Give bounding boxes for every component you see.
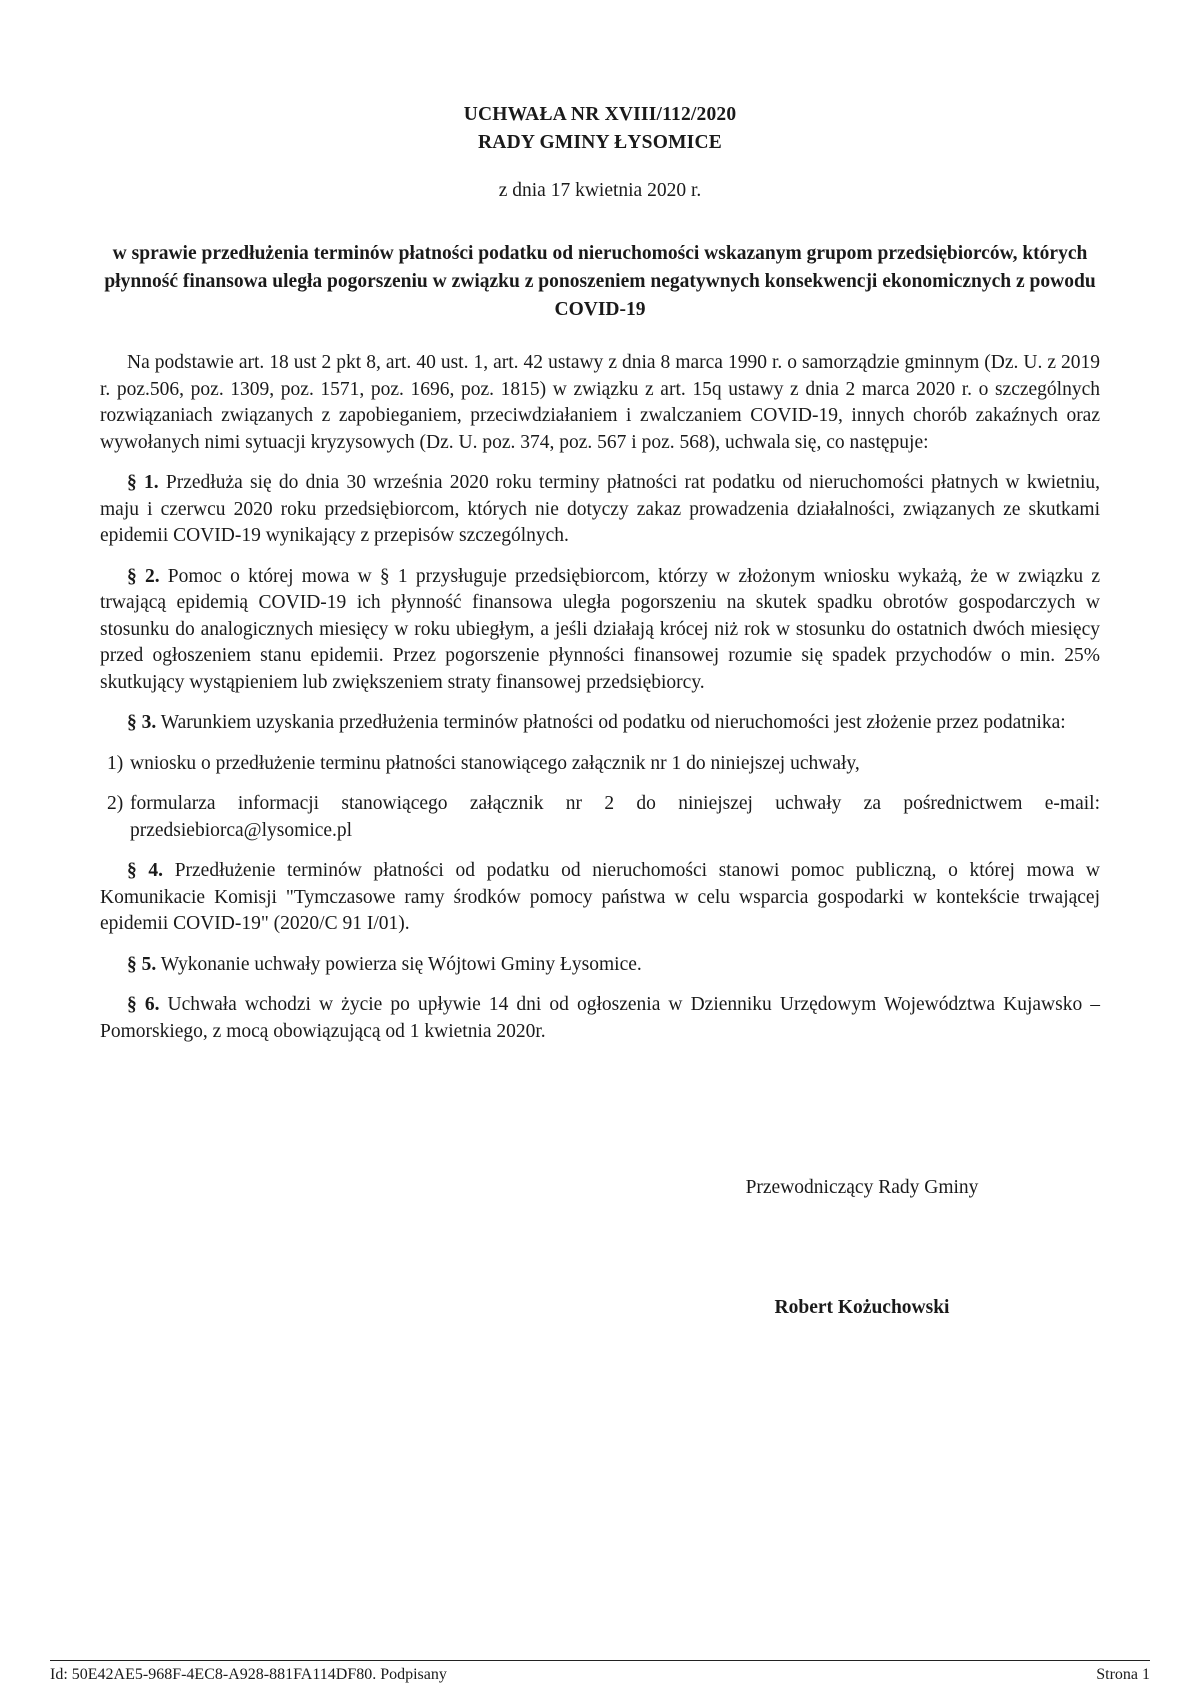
resolution-subject: w sprawie przedłużenia terminów płatności podatku od nieruchomości wskazanym grupom przedsiębiorców, których płynność finansowa uległa pogorszeniu w związku z ponoszeniem negatywnych konsekwencji ekonomicznych z powodu COVID-19 bbox=[104, 243, 1096, 320]
list-item bbox=[100, 751, 1100, 778]
preamble: Na podstawie art. 18 ust 2 pkt 8, art. 40 ust. 1, art. 42 ustawy z dnia 8 marca 1990 r. o samorządzie gminnym (Dz. U. z 2019 r. poz.506, poz. 1309, poz. 1571, poz. 1696, poz. 1815) w związku z art. 15q ustawy z dnia 2 marca 2020 r. o szczególnych rozwiązaniach związanych z zapobieganiem, przeciwdziałaniem i zwalczaniem COVID-19, innych chorób zakaźnych oraz wywołanych nimi sytuacji kryzysowych (Dz. U. poz. 374, poz. 567 i poz. 568), uchwala się, co następuje: bbox=[100, 352, 1100, 453]
list-text: wniosku o przedłużenie terminu płatności stanowiącego załącznik nr 1 do niniejszej uchwały, bbox=[130, 752, 860, 774]
resolution-body bbox=[100, 350, 1100, 1059]
section-mark: § 4. bbox=[127, 860, 164, 881]
list-item bbox=[100, 791, 1100, 844]
resolution-date: z dnia 17 kwietnia 2020 r. bbox=[498, 180, 702, 201]
document-id: Id: 50E42AE5-968F-4EC8-A928-881FA114DF80. Podpisany bbox=[50, 1666, 447, 1683]
section-6 bbox=[100, 992, 1100, 1045]
section-5 bbox=[100, 952, 1100, 979]
section-mark: § 6. bbox=[127, 994, 160, 1015]
signatory-name: Robert Kożuchowski bbox=[774, 1297, 950, 1318]
section-text: Przedłuża się do dnia 30 września 2020 roku terminy płatności rat podatku od nieruchomości płatnych w kwietniu, maju i czerwcu 2020 roku przedsiębiorcom, których nie dotyczy zakaz prowadzenia działalności, związanych ze skutkami epidemii COVID-19 wynikający z przepisów szczególnych. bbox=[100, 472, 1101, 546]
section-mark: § 2. bbox=[127, 565, 160, 587]
page-number: Strona 1 bbox=[1096, 1666, 1150, 1683]
section-4 bbox=[100, 858, 1100, 938]
document-header bbox=[0, 101, 1200, 205]
section-mark: § 3. bbox=[127, 712, 157, 733]
council-name: RADY GMINY ŁYSOMICE bbox=[478, 132, 722, 153]
section-2 bbox=[100, 564, 1100, 697]
list-number: 1) bbox=[107, 752, 124, 774]
footer-divider bbox=[50, 1660, 1150, 1661]
resolution-number: UCHWAŁA NR XVIII/112/2020 bbox=[463, 104, 737, 125]
list-text: formularza informacji stanowiącego załącznik nr 2 do niniejszej uchwały za pośrednictwem e-mail: przedsiebiorca@lysomice.pl bbox=[130, 793, 1100, 841]
section-text: Uchwała wchodzi w życie po upływie 14 dni od ogłoszenia w Dzienniku Urzędowym Województwa Kujawsko – Pomorskiego, z mocą obowiązującą od 1 kwietnia 2020r. bbox=[100, 994, 1101, 1042]
section-text: Przedłużenie terminów płatności od podatku od nieruchomości stanowi pomoc publiczną, o której mowa w Komunikacie Komisji "Tymczasowe ramy środków pomocy państwa w celu wsparcia gospodarki w kontekście trwającej epidemii COVID-19" (2020/C 91 I/01). bbox=[100, 860, 1101, 934]
section-mark: § 5. bbox=[127, 953, 157, 975]
section-text: Warunkiem uzyskania przedłużenia terminów płatności od podatku od nieruchomości jest złożenie przez podatnika: bbox=[160, 712, 1066, 733]
list-number: 2) bbox=[107, 793, 124, 814]
section-text: Wykonanie uchwały powierza się Wójtowi Gminy Łysomice. bbox=[160, 953, 642, 975]
signatory-role: Przewodniczący Rady Gminy bbox=[745, 1177, 979, 1198]
section-text: Pomoc o której mowa w § 1 przysługuje przedsiębiorcom, którzy w złożonym wniosku wykażą, że w związku z trwającą epidemią COVID-19 ich płynność finansowa uległa pogorszeniu na skutek spadku obrotów gospodarczych w stosunku do analogicznych miesięcy w roku ubiegłym, a jeśli działają krócej niż rok w stosunku do ostatnich dwóch miesięcy przed ogłoszeniem stanu epidemii. Przez pogorszenie płynności finansowej rozumie się spadek przychodów o min. 25% skutkujący wystąpieniem lub zwiększeniem straty finansowej przedsiębiorcy. bbox=[100, 565, 1100, 693]
page-footer bbox=[50, 1664, 1150, 1686]
section-mark: § 1. bbox=[127, 472, 159, 493]
section-1 bbox=[100, 470, 1100, 550]
section-3 bbox=[100, 710, 1100, 737]
